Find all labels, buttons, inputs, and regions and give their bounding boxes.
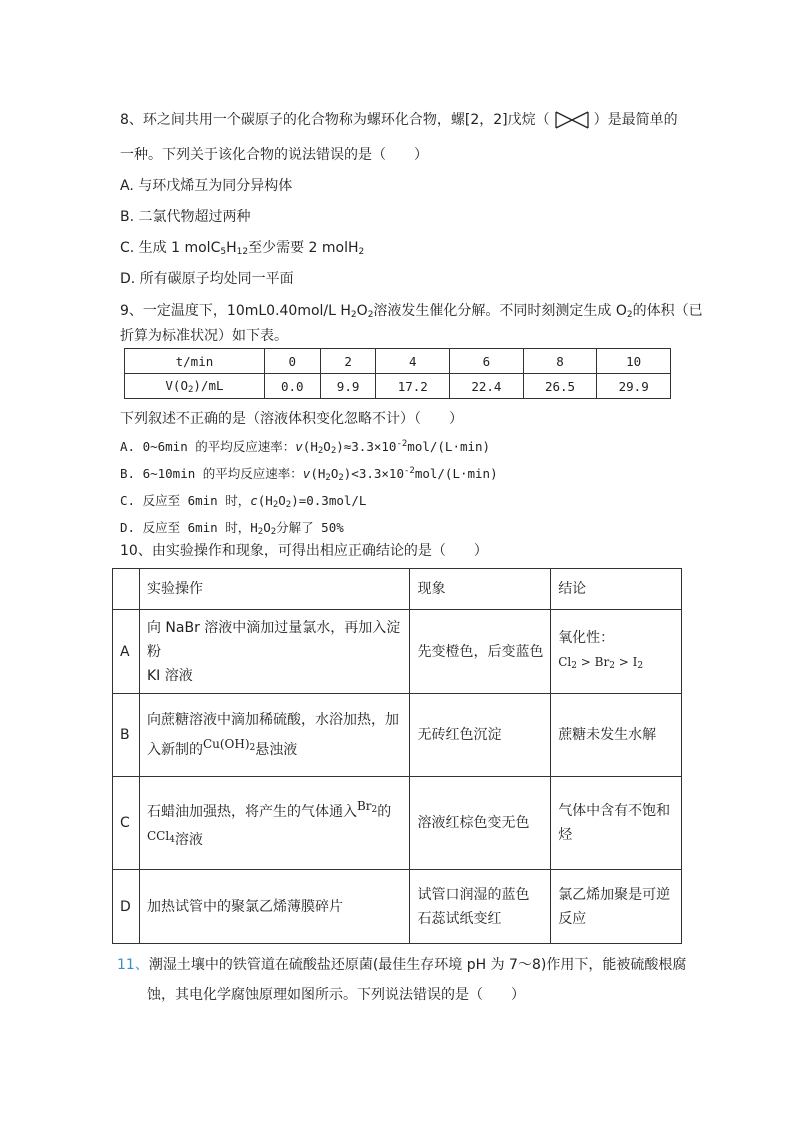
formula-text: CCl [146, 829, 170, 843]
formula-sub: 2 [371, 805, 378, 815]
v-label-sub: 2 [187, 384, 194, 395]
formula-part: Cl [558, 654, 572, 669]
q9-d-o: O [263, 520, 271, 535]
table-cell: 无砖红色沉淀 [410, 694, 551, 777]
table-cell: 0.0 [264, 374, 320, 399]
q9-d-s1: 2 [257, 527, 264, 537]
table-cell [410, 870, 551, 944]
cell-text: 入新制的 [146, 742, 203, 758]
q8-line1 [120, 110, 678, 130]
table-cell: 29.9 [597, 374, 671, 399]
v-label-pre: V(O [165, 377, 188, 393]
formula-part: > Br [576, 654, 610, 669]
q9-option-d [120, 518, 344, 537]
formula-text: Br [356, 799, 372, 813]
q9-b-exp: -2 [403, 466, 415, 476]
q8-c-sub2: 12 [236, 247, 249, 257]
q9-l1-mid2: 溶液发生催化分解。不同时刻测定生成 O [373, 303, 627, 319]
q9-a-post: )≈3.3×10 [336, 439, 397, 454]
q11-line2: 蚀，其电化学腐蚀原理如图所示。下列说法错误的是（ ） [147, 987, 525, 1003]
q9-a-s2: 2 [330, 446, 337, 456]
q8-option-d: D. 所有碳原子均处同一平面 [120, 271, 294, 287]
q8-option-a: A. 与环戊烯互为同分异构体 [120, 178, 293, 194]
q8-c-mid: H [226, 240, 237, 256]
q9-c-post: )=0.3mol/L [291, 493, 367, 508]
cell-line: 石蕊试纸变红 [417, 910, 502, 927]
cell-line: 氯乙烯加聚是可逆 [558, 886, 671, 903]
q9-data-table [124, 348, 671, 399]
table-cell: 2 [320, 349, 376, 374]
q9-l1-mid: O [356, 303, 368, 319]
q9-option-c [120, 491, 366, 510]
q10-experiment-table [112, 568, 682, 944]
cell-line: 反应 [558, 910, 587, 927]
table-row [113, 569, 682, 610]
q9-d-s2: 2 [270, 527, 277, 537]
table-header-cell: 结论 [551, 569, 682, 610]
q9-l1-s2: 2 [367, 310, 374, 320]
table-header-cell: 实验操作 [139, 569, 409, 610]
table-cell: 4 [376, 349, 450, 374]
cell-text: 悬浊液 [255, 742, 298, 758]
cell-line [558, 650, 681, 678]
formula-sub: 2 [249, 743, 256, 753]
table-cell: 26.5 [523, 374, 597, 399]
v-label-post: )/mL [193, 377, 224, 393]
q9-b-h: (H [310, 466, 326, 481]
q8-c-pre: C. 生成 1 molC [120, 240, 221, 256]
cell-line: 气体中含有不饱和 [558, 803, 671, 819]
q9-a-s1: 2 [317, 446, 324, 456]
q9-a-v: v [295, 439, 303, 454]
q9-c-s1: 2 [272, 500, 279, 510]
q9-l1-s3: 2 [626, 310, 633, 320]
formula-part: > I [614, 654, 638, 669]
row-label: C [113, 777, 140, 870]
q9-b-s2: 2 [338, 473, 344, 483]
table-cell: 8 [523, 349, 597, 374]
q8-text-b: ）是最简单的 [593, 112, 678, 128]
q9-c-o: O [278, 493, 286, 508]
q8-option-c [120, 239, 364, 261]
table-header-cell [125, 374, 265, 399]
formula-part [147, 829, 175, 843]
table-cell: 加热试管中的聚氯乙烯薄膜碎片 [139, 870, 409, 944]
q9-b-pre: B. 6~10min 的平均反应速率： [120, 466, 303, 481]
cell-text: 溶液 [174, 832, 203, 848]
table-row [113, 610, 682, 694]
formula-sub: 2 [571, 660, 577, 671]
q9-a-pre: A. 0~6min 的平均反应速率： [120, 439, 296, 454]
table-cell [551, 777, 682, 870]
cell-line: 向蔗糖溶液中滴加稀硫酸，水浴加热，加 [146, 712, 399, 728]
table-cell: 22.4 [450, 374, 524, 399]
q9-c-pre: C. 反应至 6min 时， [120, 493, 251, 508]
table-cell: 6 [450, 349, 524, 374]
table-row [125, 374, 671, 399]
formula-sub: 2 [637, 660, 644, 671]
q10-stem: 10、由实验操作和现象，可得出相应正确结论的是（ ） [120, 543, 488, 559]
cell-text: 石蜡油加强热，将产生的气体通入 [146, 804, 357, 820]
q9-l1-post: 的体积（已 [632, 303, 703, 319]
table-cell: 先变橙色，后变蓝色 [410, 610, 551, 694]
q9-line1 [120, 302, 703, 324]
q9-c-h: (H [257, 493, 273, 508]
q8-text-a: 8、环之间共用一个碳原子的化合物称为螺环化合物，螺[2，2]戊烷（ [120, 112, 550, 128]
q9-b-s1: 2 [325, 473, 331, 483]
q9-option-b [120, 464, 498, 483]
q11-text-1: 潮湿土壤中的铁管道在硫酸盐还原菌(最佳生存环境 pH 为 7～8)作用下，能被硫酸根腐 [148, 957, 687, 973]
table-header-cell: 现象 [410, 569, 551, 610]
q9-c-s2: 2 [285, 500, 292, 510]
q9-a-exp: -2 [396, 439, 408, 449]
table-cell: 17.2 [376, 374, 450, 399]
table-cell: 10 [597, 349, 671, 374]
q9-a-unit: mol/(L·min) [407, 439, 491, 454]
formula-text: Cu(OH) [202, 737, 250, 751]
table-cell: 溶液红棕色变无色 [410, 777, 551, 870]
table-cell: 蔗糖未发生水解 [551, 694, 682, 777]
formula-sub: 2 [609, 660, 615, 671]
cell-line: KI 溶液 [146, 667, 193, 684]
table-cell: 0 [264, 349, 320, 374]
formula-part [357, 799, 377, 813]
spiro-pentane-structure-icon [554, 110, 590, 130]
q9-d-pre: D. 反应至 6min 时，H [120, 520, 258, 535]
table-cell: 9.9 [320, 374, 376, 399]
cell-line [147, 824, 409, 852]
cell-line [147, 732, 409, 762]
q9-stem: 下列叙述不正确的是（溶液体积变化忽略不计）（ ） [120, 411, 463, 427]
q8-c-sub1: 5 [220, 247, 227, 257]
table-header-cell [113, 569, 140, 610]
q9-b-v: v [302, 466, 311, 481]
cell-line: 氧化性： [558, 629, 615, 646]
q9-l1-pre: 9、一定温度下，10mL0.40mol/L H [120, 303, 351, 319]
table-row [113, 870, 682, 944]
cell-line: 烃 [558, 827, 573, 843]
table-cell [139, 777, 409, 870]
q8-line2: 一种。下列关于该化合物的说法错误的是（ ） [120, 147, 428, 163]
cell-line [147, 794, 409, 824]
q9-line2: 折算为标准状况）如下表。 [120, 328, 288, 344]
q9-b-post: )<3.3×10 [343, 466, 404, 481]
q9-l1-s1: 2 [350, 310, 357, 320]
table-cell [551, 870, 682, 944]
formula-part [203, 737, 255, 751]
row-label: D [113, 870, 140, 944]
q9-a-h: (H [302, 439, 318, 454]
q9-b-unit: mol/(L·min) [414, 466, 498, 481]
cell-text: 的 [377, 804, 392, 820]
q11-line1 [117, 956, 686, 974]
cell-line: 试管口润湿的蓝色 [417, 886, 530, 903]
q9-b-o: O [330, 466, 339, 481]
table-cell [139, 694, 409, 777]
q8-option-b: B. 二氯代物超过两种 [120, 209, 251, 225]
q8-c-sub3: 2 [358, 247, 365, 257]
formula-sub: 4 [169, 835, 175, 845]
q9-c-c: c [250, 493, 258, 508]
row-label: A [113, 610, 140, 694]
table-header-cell: t/min [125, 349, 265, 374]
q9-d-post: 分解了 50% [276, 520, 344, 535]
q8-c-post: 至少需要 2 molH [248, 240, 359, 256]
table-cell [139, 610, 409, 694]
q9-option-a [120, 437, 490, 456]
cell-line: 向 NaBr 溶液中滴加过量氯水，再加入淀粉 [146, 619, 401, 660]
table-cell [551, 610, 682, 694]
q11-number: 11、 [117, 957, 149, 973]
table-row [113, 777, 682, 870]
table-row [125, 349, 671, 374]
table-row [113, 694, 682, 777]
row-label: B [113, 694, 140, 777]
q9-a-o: O [323, 439, 331, 454]
